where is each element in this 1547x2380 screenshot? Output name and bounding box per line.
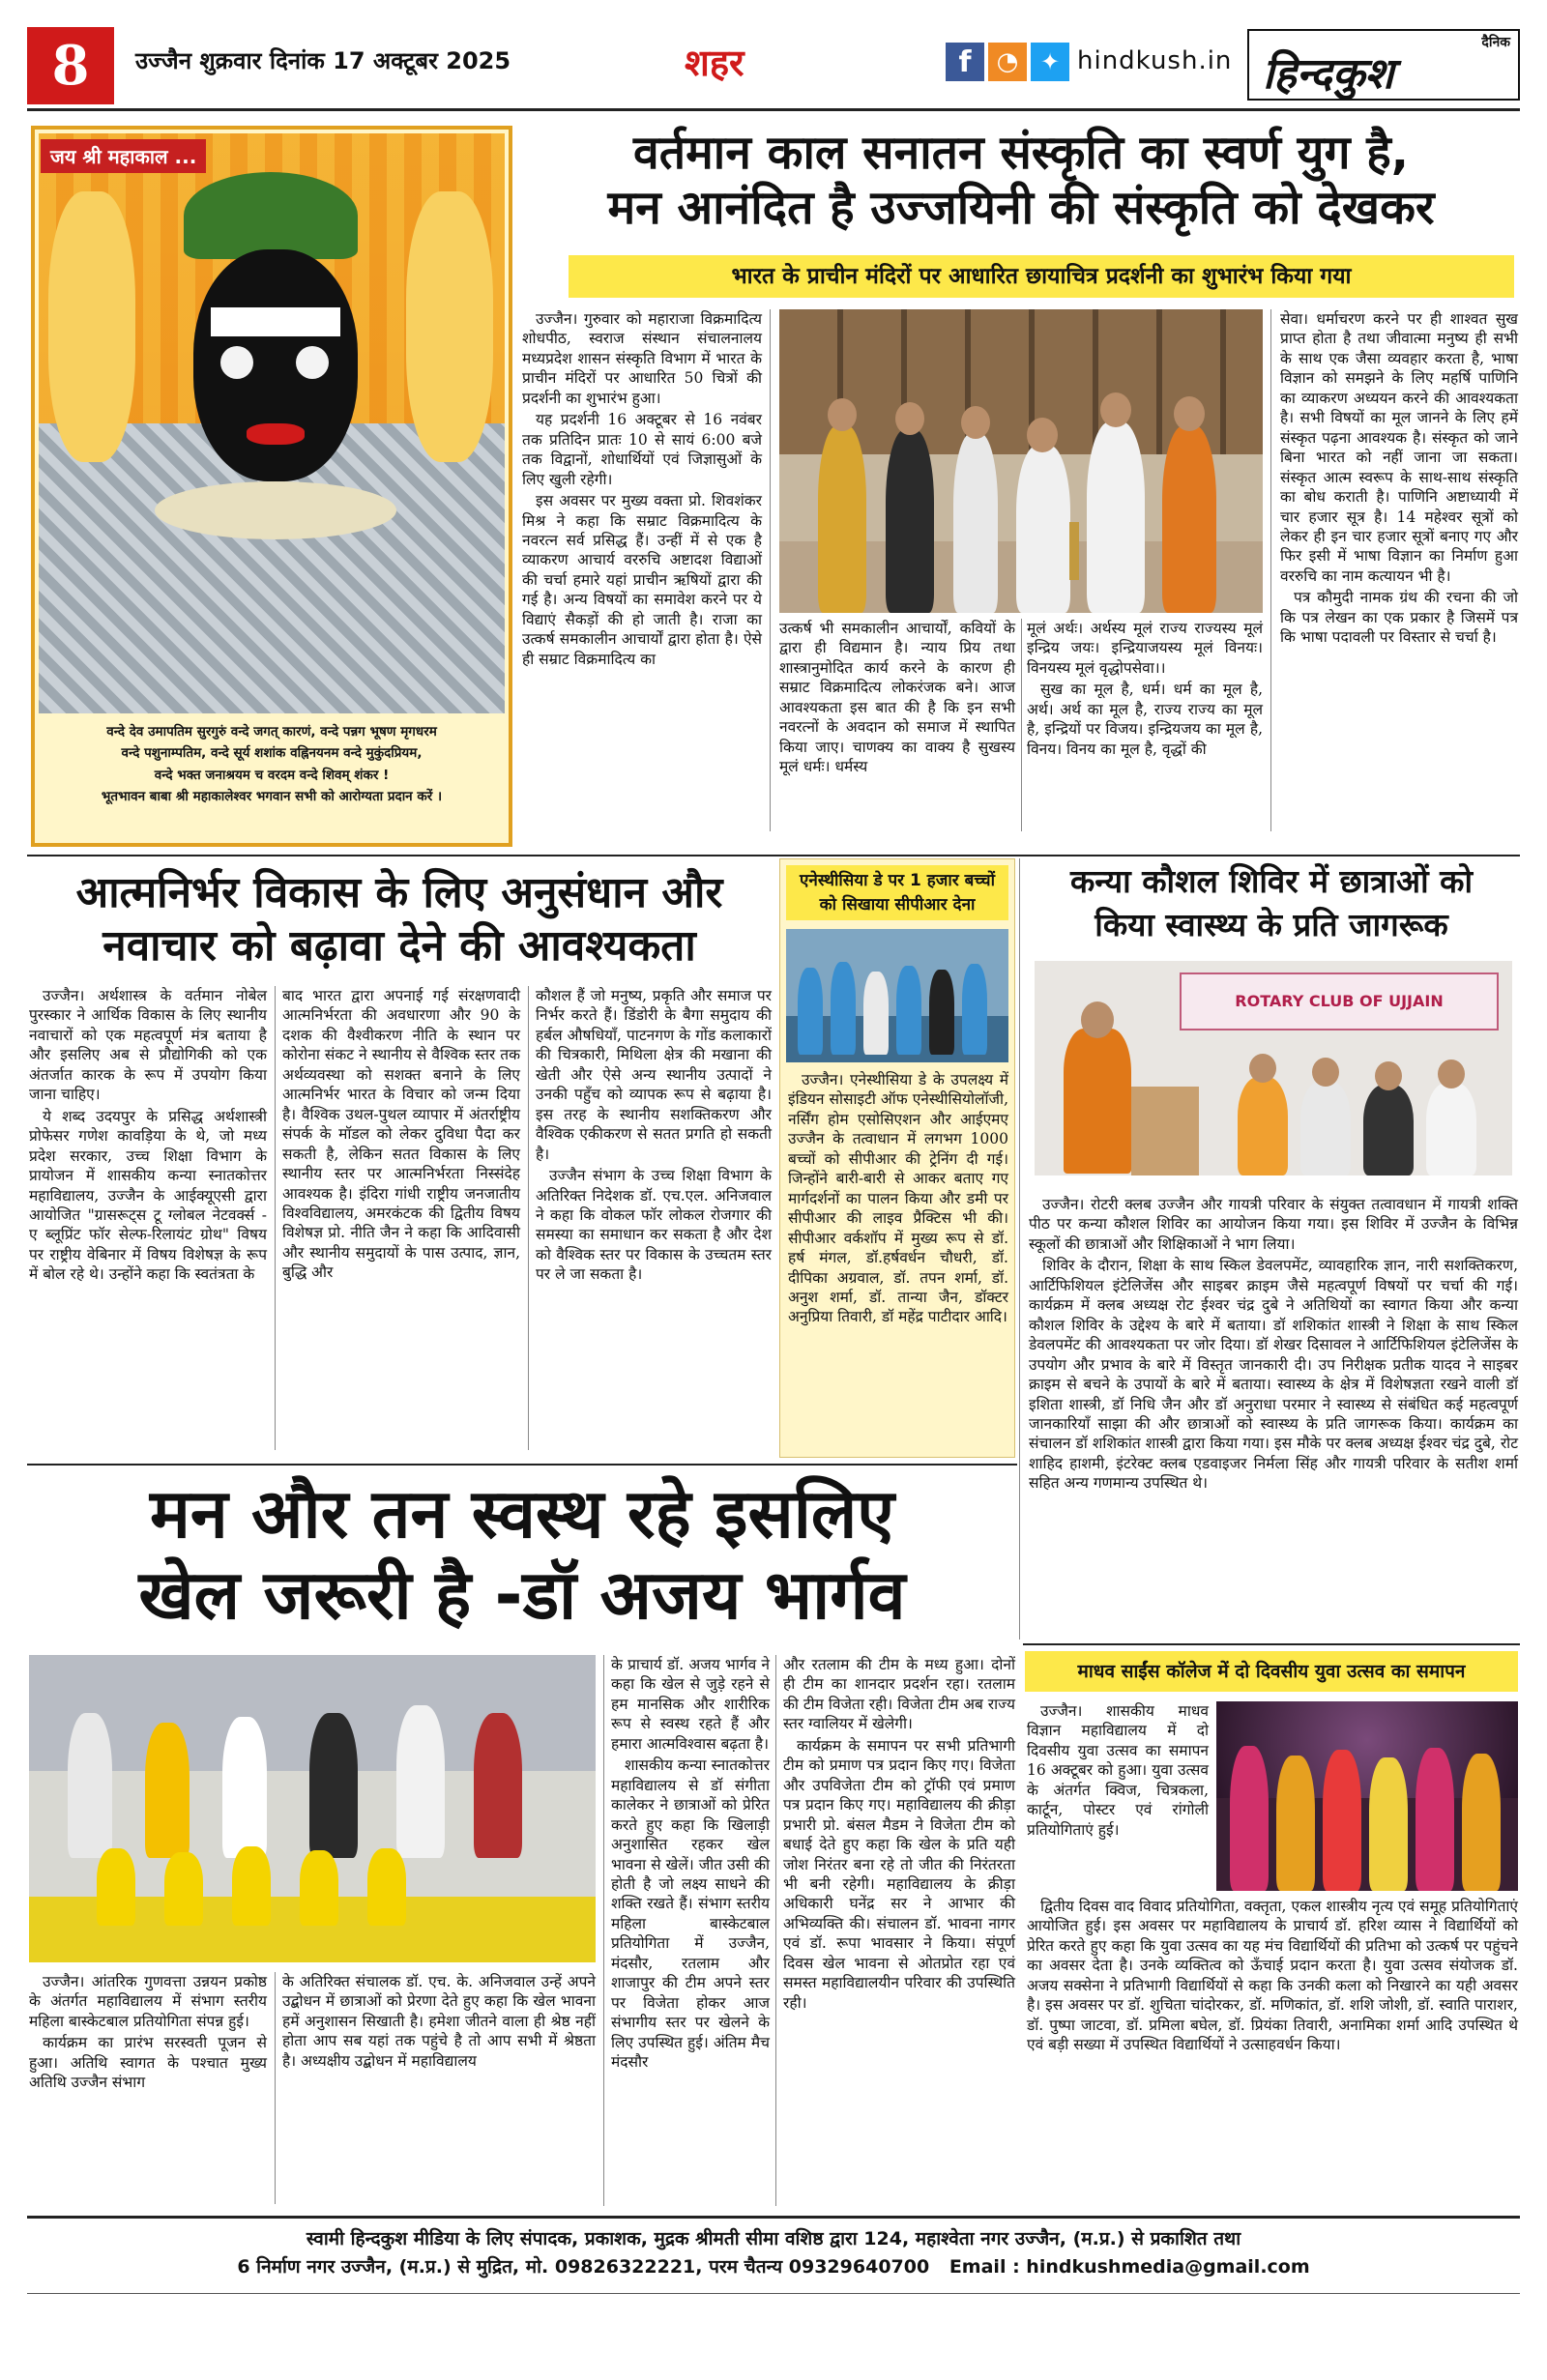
story2-col3 (536, 986, 772, 1287)
darshan-mantra (41, 721, 503, 807)
story2-col2 (282, 986, 520, 1285)
story3-photo (786, 929, 1008, 1062)
story1-photo (779, 309, 1263, 613)
paragraph: पत्र कौमुदी नामक ग्रंथ की रचना की जो कि पत्र लेखन का एक प्रकार है जिसमें पत्र कि भाषा पदावली पर विस्तार से चर्चा है। (1280, 589, 1518, 647)
story5-col4 (783, 1655, 1015, 2015)
darshan-photo (39, 133, 505, 713)
headline-line: खेल जरूरी है -डॉ अजय भार्गव (138, 1555, 906, 1635)
column-rule (603, 1655, 604, 2206)
headline-line: किया स्वास्थ्य के प्रति जागरूक (1095, 905, 1448, 943)
social-icons (946, 43, 1069, 85)
section-rule (27, 1464, 1017, 1466)
imprint-line (27, 2253, 1520, 2281)
mantra-line: वन्दे पशुनाम्पतिम, वन्दे सूर्य शशांक वह्निनयनम वन्दे मुकुंदप्रियम, (121, 745, 423, 762)
story4-headline (1023, 860, 1520, 946)
story6-body (1027, 1897, 1518, 2057)
footer-rule (27, 2216, 1520, 2219)
headline-line: नवाचार को बढ़ावा देने की आवश्यकता (102, 921, 696, 971)
masthead-rule (27, 108, 1520, 111)
column-rule (1270, 309, 1271, 831)
story3-body (788, 1070, 1008, 1329)
headline-line: को सिखाया सीपीआर देना (819, 894, 976, 914)
story2-headline (27, 866, 772, 972)
email-label: Email : (949, 2256, 1020, 2278)
paragraph: उत्कर्ष भी समकालीन आचार्यों, कवियों के द्वारा ही विद्यमान है। न्याय प्रिय तथा शास्त्रानुमोदित कार्य करने के कारण ही सम्राट विक्रमादित्य लोकरंजक बने। आज आवश्यकता इस बात की है कि इन सभी नवरत्नों के अवदान को समाज में स्थापित किया जाए। चाणक्य का वाक्य है सुखस्य मूलं धर्मः। धर्मस्य (779, 620, 1015, 776)
paragraph: उज्जैन संभाग के उच्च शिक्षा विभाग के अतिरिक्त निदेशक डॉ. एच.एल. अनिजवाल ने कहा कि वोकल फॉर लोकल रोजगार की समस्या का समाधान कर सकता है और देश को वैश्विक स्तर पर विकास के उच्चतम स्तर पर ले जा सकता है। (536, 1167, 772, 1284)
paragraph: उज्जैन। आंतरिक गुणवत्ता उन्नयन प्रकोष्ठ के अंतर्गत महाविद्यालय में संभाग स्तरीय महिला बास्केटबाल प्रतियोगिता संपन्न हुई। (29, 1973, 267, 2030)
paragraph: द्वितीय दिवस वाद विवाद प्रतियोगिता, वक्तृता, एकल शास्त्रीय नृत्य एवं समूह प्रतियोगिताएं आयोजित हुई। इस अवसर पर महाविद्यालय के प्राचार्य डॉ. हरिश व्यास ने विद्यार्थियों को प्रेरित करते हुए कहा कि युवा उत्सव का यह मंच विद्यार्थियों की प्रतिभा को उत्कर्ष पर पहुंचने का अवसर देता है। उनके व्यक्तित्व को ऊँचाई प्रदान करता है। युवा उत्सव संयोजक डॉ. अजय सक्सेना ने प्रतिभागी विद्यार्थियों से कहा कि उनकी कला को निखारने का यही अवसर है। इस अवसर पर डॉ. शुचिता चांदोरकर, डॉ. मणिकांत, डॉ. शशि जोशी, डॉ. स्वाति पाराशर, डॉ. पुष्पा जाटवा, डॉ. प्रमिला बघेल, डॉ. प्रियंका तिवारी, अनामिका शर्मा आदि उपस्थित थे एवं बड़ी सख्या में उपस्थित विद्यार्थियों ने उत्साहवर्धन किया। (1027, 1898, 1518, 2054)
paragraph: बाद भारत द्वारा अपनाई गई संरक्षणवादी आत्मनिर्भरता की अवधारणा और 90 के दशक की वैश्वीकरण नीति के स्थान पर कोरोना संकट ने स्थानीय से वैश्विक स्तर तक अर्थव्यवस्था को सशक्त बनाने के लिए आत्मनिर्भर भारत के विचार को जन्म दिया है। वैश्विक उथल-पुथल व्यापार में अंतर्राष्ट्रीय संपर्क के मॉडल को लेकर दुविधा पैदा कर सकती है, लेकिन सतत विकास के लिए स्थानीय स्तर पर आत्मनिर्भरता निस्संदेह आवश्यक है। इंदिरा गांधी राष्ट्रीय जनजातीय विश्वविद्यालय, अमरकंटक की द्वितीय विषय विशेषज्ञ प्रो. नीति जैन ने कहा कि आदिवासी और स्थानीय समुदायों के पास उत्पाद, ज्ञान, बुद्धि और (282, 987, 520, 1282)
column-rule (775, 1655, 776, 2206)
column-rule (528, 986, 529, 1450)
story6-headline: माधव साईंस कॉलेज में दो दिवसीय युवा उत्सव का समापन (1025, 1651, 1518, 1692)
paragraph: और रतलाम की टीम के मध्य हुआ। दोनों ही टीम का शानदार प्रदर्शन रहा। रतलाम की टीम विजेता रही। विजेता टीम अब राज्य स्तर ग्वालियर में खेलेगी। (783, 1656, 1015, 1733)
paragraph: ये शब्द उदयपुर के प्रसिद्ध अर्थशास्त्री प्रोफेसर गणेश कावड़िया के थे, जो मध्य प्रदेश सरकार, उच्च शिक्षा विभाग के प्रायोजन में शासकीय कन्या स्नातकोत्तर महाविद्यालय, उज्जैन के आईक्यूएसी द्वारा आयोजित "ग्रासरूट्स टू ग्लोबल नेटवर्क्स - ए ब्लूप्रिंट फॉर सेल्फ-रिलायंट ग्रोथ" विषय पर राष्ट्रीय वेबिनार में विषय विशेषज्ञ के रूप में बोल रहे थे। उन्होंने कहा कि स्वतंत्रता के (29, 1107, 267, 1284)
column-rule (275, 1972, 276, 2204)
paragraph: शिविर के दौरान, शिक्षा के साथ स्किल डेवलपमेंट, व्यावहारिक ज्ञान, नारी सशक्तिकरण, आर्टिफिशियल इंटेलिजेंस और साइबर क्राइम जैसे महत्वपूर्ण विषयों पर चर्चा की गई। कार्यक्रम में क्लब अध्यक्ष रोट ईश्वर चंद्र दुबे ने अतिथियों का स्वागत किया और कन्या कौशल शिविर के उद्देश्य के बारे में बताया। डॉ शशिकांत शास्त्री ने शिक्षा के साथ स्किल डेवलपमेंट की आवश्यकता पर जोर दिया। डॉ शेखर दिसावल ने आर्टिफिशियल इंटेलिजेंस के उपयोग और प्रभाव के बारे में विस्तृत जानकारी दी। उप निरीक्षक प्रतीक यादव ने साइबर क्राइम से बचने के उपायों के बारे में बताया। स्वास्थ्य के क्षेत्र में विशेषज्ञता रखने वाली डॉ इशिता शास्त्री, डॉ निधि जैन और डॉ अनुराधा परमार ने स्वास्थ्य से संबंधित कई महत्वपूर्ण जानकारियाँ साझा की और छात्राओं को स्वास्थ्य के प्रति जागरूक किया। कार्यक्रम का संचालन डॉ शशिकांत शास्त्री द्वारा किया गया। इस मौके पर क्लब अध्यक्ष ईश्वर चंद्र दुबे, रोट शाहिद हाशमी, इंटरेक्ट क्लब एडवाइजर निर्मला सिंह और गायत्री परिवार के सतीश शर्मा सहित अन्य गणमान्य उपस्थित थे। (1029, 1257, 1518, 1493)
story5-col1 (29, 1972, 267, 2095)
rss-icon[interactable]: ◔ (988, 43, 1027, 81)
masthead (27, 27, 1520, 104)
column-rule (1019, 858, 1020, 1640)
story5-col2 (282, 1972, 596, 2073)
paragraph: सुख का मूल है, धर्म। धर्म का मूल है, अर्थ। अर्थ का मूल है, राज्य राज्य का मूल है, इन्द्रियों पर विजय। इन्द्रियजय का मूल है, विनय। विनय का मूल है, वृद्धों की (1027, 681, 1263, 758)
story1-col1 (522, 309, 762, 671)
story4-body (1029, 1195, 1518, 1495)
page-number: 8 (27, 27, 114, 104)
section-name: शहर (685, 42, 744, 84)
story1-col3 (1027, 619, 1263, 761)
story2-col1 (29, 986, 267, 1287)
story1-col4 (1280, 309, 1518, 650)
story5-photo (29, 1655, 596, 1962)
footer-rule (27, 2293, 1520, 2294)
headline-line: वर्तमान काल सनातन संस्कृति का स्वर्ण युग है, (633, 126, 1409, 180)
paragraph: यह प्रदर्शनी 16 अक्टूबर से 16 नवंबर तक प्रतिदिन प्रातः 10 से सायं 6:00 बजे तक विद्वानों, शोधार्थियों एवं जिज्ञासुओं के लिए खुली रहेगी। (522, 411, 762, 488)
headline-line: आत्मनिर्भर विकास के लिए अनुसंधान और (75, 868, 723, 917)
dateline: उज्जैन शुक्रवार दिनांक 17 अक्टूबर 2025 (135, 47, 511, 74)
paragraph: उज्जैन। अर्थशास्त्र के वर्तमान नोबेल पुरस्कार ने आर्थिक विकास के लिए स्थानीय नवाचारों को एक महत्वपूर्ण मंत्र बताया है और इसलिए अब से प्रौद्योगिकी को एक अंतर्जात कारक के रूप में उपयोग किया जाना चाहिए। (29, 987, 267, 1104)
story3-headline (786, 865, 1008, 920)
story5-headline (27, 1473, 1017, 1636)
story3-box (779, 858, 1015, 1458)
rotary-banner (1180, 972, 1499, 1030)
paragraph: के अतिरिक्त संचालक डॉ. एच. के. अनिजवाल उन्हें अपने उद्बोधन में छात्राओं को प्रेरणा देते हुए कहा कि खेल भावना हमें अनुशासन सिखाती है। हमेशा जीतने वाला ही श्रेष्ठ नहीं होता आप सब यहां तक पहुंचे है तो आप सभी में श्रेष्ठता है। अध्यक्षीय उद्बोधन में महाविद्यालय (282, 1973, 596, 2070)
banner-text: ROTARY CLUB OF UJJAIN (1235, 992, 1444, 1010)
paper-logo (1247, 29, 1520, 101)
mantra-line: वन्दे देव उमापतिम सुरगुरुं वन्दे जगत् कारणं, वन्दे पन्नग भूषण मृगधरम (106, 724, 437, 740)
story5-col3 (611, 1655, 770, 2075)
paragraph: इस अवसर पर मुख्य वक्ता प्रो. शिवशंकर मिश्र ने कहा कि सम्राट विक्रमादित्य के नवरत्न सर्व प्रसिद्ध हैं। उन्हीं में से एक है व्याकरण आचार्य वररुचि अष्टादश विद्याओं की चर्चा हमारे यहां प्राचीन ऋषियों द्वारा की गई है। अन्य विषयों का समावेश करने पर ये विद्याएं सैकड़ों की हो जाती है। राजा का उत्कर्ष समकालीन आचार्यों द्वारा होता है। ऐसे ही सम्राट विक्रमादित्य का (522, 492, 762, 668)
email-link[interactable]: hindkushmedia@gmail.com (1026, 2256, 1310, 2278)
paragraph: मूलं अर्थः। अर्थस्य मूलं राज्य राज्यस्य मूलं इन्द्रिय जयः। इन्द्रियाजयस्य मूलं विनयः। विनयस्य मूलं वृद्धोपसेवा।। (1027, 620, 1263, 677)
column-rule (275, 986, 276, 1450)
twitter-icon[interactable]: ✦ (1031, 43, 1069, 81)
column-rule (770, 309, 771, 831)
paragraph: उज्जैन। गुरुवार को महाराजा विक्रमादित्य शोधपीठ, स्वराज संस्थान संचालनालय मध्यप्रदेश शासन संस्कृति विभाग में भारत के प्राचीन मंदिरों पर आधारित 50 चित्रों की प्रदर्शनी का शुभारंभ हुआ। (522, 310, 762, 407)
blessing-line: भूतभावन बाबा श्री महाकालेश्वर भगवान सभी को आरोग्यता प्रदान करें । (101, 788, 443, 804)
paragraph: उज्जैन। एनेस्थीसिया डे के उपलक्ष्य में इंडियन सोसाइटी ऑफ एनेस्थीसियोलॉजी, नर्सिंग होम एसोसिएशन और आईएमए उज्जैन के तत्वाधान में लगभग 1000 बच्चों को सीपीआर की ट्रेनिंग दी गई। जिन्होंने बारी-बारी से आकर बताए गए मार्गदर्शनों का पालन किया और डमी पर सीपीआर की लाइव प्रैक्टिस भी की। सीपीआर वर्कशॉप में मुख्य रूप से डॉ. हर्ष मंगल, डॉ.हर्षवर्धन चौधरी, डॉ. दीपिका अग्रवाल, डॉ. तपन शर्मा, डॉ. अनुश शर्मा, डॉ. तान्या जैन, डॉक्टर अनुप्रिया तिवारी, डॉ महेंद्र पाटीदार आदि। (788, 1071, 1008, 1326)
paragraph: कार्यक्रम का प्रारंभ सरस्वती पूजन से हुआ। अतिथि स्वागत के पश्चात मुख्य अतिथि उज्जैन संभाग (29, 2034, 267, 2092)
paragraph: उज्जैन। रोटरी क्लब उज्जैन और गायत्री परिवार के संयुक्त तत्वावधान में गायत्री शक्ति पीठ पर कन्या कौशल शिविर का आयोजन किया गया। इस शिविर में उज्जैन के विभिन्न स्कूलों की छात्राओं और शिक्षिकाओं ने भाग लिया। (1029, 1196, 1518, 1253)
section-rule (27, 855, 1520, 856)
imprint (27, 2225, 1520, 2282)
paragraph: सेवा। धर्माचरण करने पर ही शाश्वत सुख प्राप्त होता है तथा जीवात्मा मनुष्य ही सभी के साथ एक जैसा व्यवहार करता है, भाषा विज्ञान को समझने के लिए महर्षि पाणिनि का व्याकरण अध्ययन करने की आवश्यकता है। सभी विषयों का मूल जानने के लिए हमें संस्कृत पढ़ना आवश्यक है। संस्कृत को जाने बिना भारत को नहीं जाना जा सकता। संस्कृत आत्म स्वरूप के साथ-साथ संस्कृति का बोध कराती है। पाणिनि अष्टाध्यायी में चार हजार सूत्र है। 14 महेश्वर सूत्रों को लेकर ही इन चार हजार सूत्रों बनाए गए और फिर इसी में भाषा विज्ञान का निर्माण हुआ वररुचि का नाम कत्यायन भी है। (1280, 310, 1518, 585)
imprint-line: स्वामी हिन्दकुश मीडिया के लिए संपादक, प्रकाशक, मुद्रक श्रीमती सीमा वशिष्ठ द्वारा 124, महाश्वेता नगर उज्जैन, (म.प्र.) से प्रकाशित तथा (306, 2228, 1241, 2249)
section-rule (1023, 1643, 1520, 1645)
column-rule (1021, 619, 1022, 831)
story4-photo (1035, 961, 1512, 1175)
headline-line: कन्या कौशल शिविर में छात्राओं को (1069, 862, 1474, 900)
darshan-box (31, 126, 512, 847)
imprint-text: 6 निर्माण नगर उज्जैन, (म.प्र.) से मुद्रित, मो. 09826322221, परम चैतन्य 09329640700 (237, 2256, 930, 2278)
paragraph: कौशल हैं जो मनुष्य, प्रकृति और समाज पर निर्भर करते हैं। डिंडोरी के बैगा समुदाय की हर्बल औषधियाँ, पाटनगण के गोंड कलाकारों की चित्रकारी, मिथिला क्षेत्र की मखाना की खेती और ऐसे अन्य स्थानीय उत्पादों ने उनकी पहुँच को व्यापक रूप से बढ़ाया है। इस तरह के स्थानीय सशक्तिकरण और वैश्विक एकीकरण से सतत प्रगति हो सकती है। (536, 987, 772, 1163)
headline-line: मन और तन स्वस्थ रहे इसलिए (149, 1474, 895, 1553)
headline-line: एनेस्थीसिया डे पर 1 हजार बच्चों (800, 871, 995, 890)
logo-name: हिन्दकुश (1263, 49, 1394, 99)
paragraph: कार्यक्रम के समापन पर सभी प्रतिभागी टीम को प्रमाण पत्र प्रदान किए गए। विजेता और उपविजेता टीम को ट्रॉफी एवं प्रमाण पत्र प्रदान किए गए। महाविद्यालय की क्रीड़ा प्रभारी प्रो. बंसल मैडम ने विजेता टीम को बधाई देते हुए कहा कि खेल के प्रति यही जोश निरंतर बना रहे तो जीत की निरंतरता भी बनी रहेगी। महाविद्यालय के क्रीड़ा अधिकारी घनेंद्र सर ने आभार की अभिव्यक्ति की। संचालन डॉ. भावना नागर एवं डॉ. रूपा भावसार ने किया। संपूर्ण दिवस खेल भावना से ओतप्रोत रहा एवं समस्त महाविद्यालयीन परिवार की उपस्थिति रही। (783, 1736, 1015, 2012)
story6-col-left (1027, 1701, 1209, 1842)
mantra-line: वन्दे भक्त जनाश्रयम च वरदम वन्दे शिवम् शंकर ! (154, 767, 390, 783)
story6-photo (1216, 1701, 1518, 1891)
logo-tag: दैनिक (1481, 35, 1510, 50)
story1-headline (522, 126, 1520, 235)
paragraph: के प्राचार्य डॉ. अजय भार्गव ने कहा कि खेल से जुड़े रहने से हम मानसिक और शारीरिक रूप से स्वस्थ रहते हैं और हमारा आत्मविश्वास बढ़ता है। (611, 1656, 770, 1753)
story1-col2 (779, 619, 1015, 779)
website-link[interactable]: hindkush.in (1077, 46, 1233, 75)
story1-subhead: भारत के प्राचीन मंदिरों पर आधारित छायाचित्र प्रदर्शनी का शुभारंभ किया गया (569, 255, 1514, 298)
darshan-label: जय श्री महाकाल ... (41, 139, 206, 173)
facebook-icon[interactable]: f (946, 43, 984, 81)
paragraph: शासकीय कन्या स्नातकोत्तर महाविद्यालय से डॉ संगीता कालेकर ने छात्राओं को प्रेरित करते हुए कहा कि खिलाड़ी अनुशासित रहकर खेल भावना से खेलें। जीत उसी की होती है जो लक्ष्य साधने की शक्ति रखते हैं। संभाग स्तरीय महिला बास्केटबाल प्रतियोगिता में उज्जैन, मंदसौर, रतलाम और शाजापुर की टीम अपने स्तर पर विजेता होकर आज संभागीय स्तर पर खेलने के लिए उपस्थित हुई। अंतिम मैच मंदसौर (611, 1756, 770, 2072)
paragraph: उज्जैन। शासकीय माधव विज्ञान महाविद्यालय में दो दिवसीय युवा उत्सव का समापन 16 अक्टूबर को हुआ। युवा उत्सव के अंतर्गत क्विज, चित्रकला, कार्टून, पोस्टर एवं रांगोली प्रतियोगिताएं हुई। (1027, 1702, 1209, 1839)
headline-line: मन आनंदित है उज्जयिनी की संस्कृति को देखकर (607, 180, 1435, 235)
